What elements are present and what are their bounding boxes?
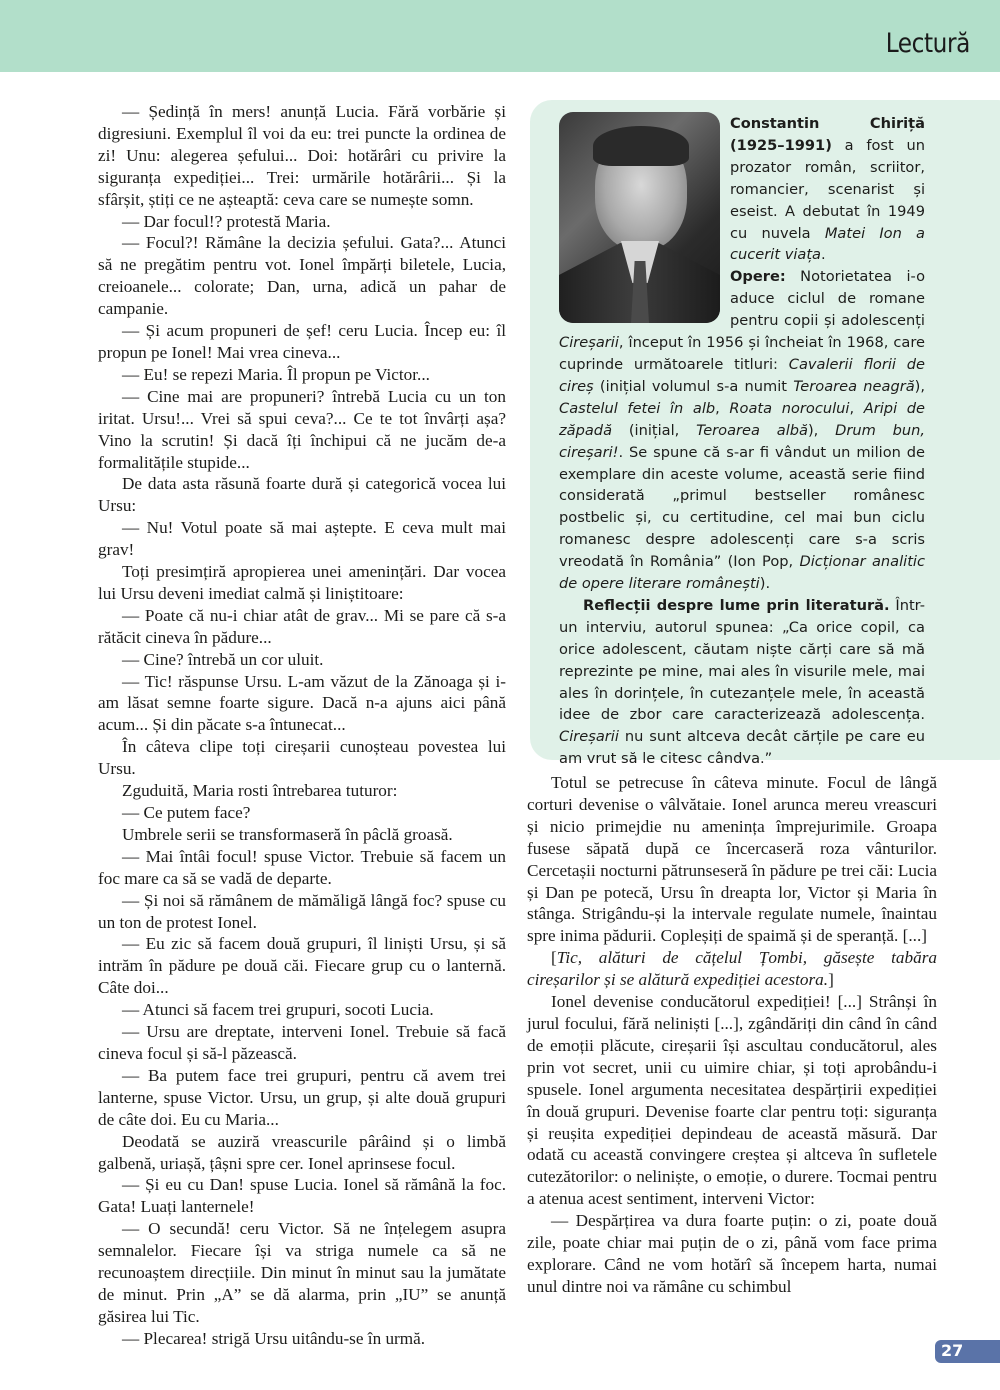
bio-text: ), <box>807 421 836 439</box>
reflection-text: Într-un interviu, autorul spunea: „Ca orice copil, ca orice adolescent, căutam niște cărți care să mă reprezinte pe mine, mai ales în visurile mele, mai ales în dorințele, în cutezanțele mele, în această idee de zbor care caracterizează adolescența. <box>559 596 925 724</box>
story-text-left-column <box>98 101 506 1350</box>
page-number-tab <box>935 1340 1000 1363</box>
paragraph: — Ursu are dreptate, interveni Ionel. Trebuie să facă cineva focul și să-l păzească. <box>98 1022 506 1063</box>
paragraph: — Eu zic să facem două grupuri, îl liniști Ursu, și să intrăm în pădure pe două căi. Fiecare grup cu o lanternă. Câte doi... <box>98 934 506 998</box>
paragraph: — Plecarea! strigă Ursu uitându-se în urmă. <box>122 1328 426 1348</box>
section-header <box>0 0 1000 72</box>
bio-text: ). <box>759 575 771 593</box>
paragraph: — Și noi să rămânem de mămăligă lângă foc? spuse cu un ton de protest Ionel. <box>98 890 506 932</box>
bio-text: (inițial volumul s-a numit <box>593 377 794 395</box>
reflection-paragraph <box>559 595 925 770</box>
paragraph: — Eu! se repezi Maria. Îl propun pe Victor... <box>122 364 430 384</box>
paragraph: Umbrele serii se transformaseră în pâclă groasă. <box>122 824 453 844</box>
bio-text: (inițial, <box>612 421 697 439</box>
paragraph: — Atunci să facem trei grupuri, socoti Lucia. <box>122 1000 434 1020</box>
page-number: 27 <box>941 1341 964 1360</box>
series-title: Cireșarii <box>559 334 619 352</box>
book-title: Drum bun, cireșari! <box>559 421 925 461</box>
bio-text: . <box>821 246 826 264</box>
series-title: Cireșarii <box>559 728 619 746</box>
paragraph: — Ce putem face? <box>122 803 251 822</box>
reflection-text: nu sunt altceva decât cărțile pe care eu am vrut să le citesc cândva.” <box>559 728 925 768</box>
paragraph: — Mai întâi focul! spuse Victor. Trebuie să facem un foc mare ca să se vadă de departe. <box>98 846 506 888</box>
book-title: Teroarea albă <box>696 421 808 439</box>
story-text-right-column <box>527 772 937 1298</box>
paragraph: — Cine mai are propuneri? întrebă Lucia cu un ton iritat. Ursu!... Vrei să spui ceva?... Ce te tot învârți așa? Vino la scrutin! Și dacă îți închipui că ne jucăm de-a formalitățile stupide... <box>98 386 506 472</box>
bio-text: . Se spune că s-ar fi vândut un milion de exemplare din aceste volume, această serie fiind considerată „primul bestseller românesc postbelic și, cu certitudine, cel mai bun ciclu romanesc despre adolescenți care s-a scris vreodată în România” (Ion Pop, <box>559 443 925 571</box>
paragraph: Zguduită, Maria rosti întrebarea tuturor: <box>122 781 398 801</box>
paragraph: — O secundă! ceru Victor. Să ne înțelegem asupra semnalelor. Fiecare își va striga numele ca să ne recunoaștem direcțiile. Din minut în minut sau la jumătate de minut. Prin „A” se dă alarma, prin „IU” se anunță găsirea lui Tic. <box>98 1219 506 1326</box>
paragraph: — Ba putem face trei grupuri, pentru că avem trei lanterne, spuse Victor. Ursu, un grup, și alte două grupuri de câte doi. Eu cu Maria... <box>98 1065 506 1129</box>
book-title: Aripi de zăpadă <box>559 399 925 439</box>
book-title: Castelul fetei în alb <box>559 399 716 417</box>
paragraph: — Dar focul!? protestă Maria. <box>122 211 331 231</box>
bracket: [ <box>551 948 557 968</box>
paragraph: — Și eu cu Dan! spuse Lucia. Ionel să rămână la foc. Gata! Luați lanternele! <box>98 1175 506 1217</box>
editorial-note <box>527 947 937 991</box>
paragraph: În câteva clipe toți cireșarii cunoșteau povestea lui Ursu. <box>98 737 506 779</box>
paragraph: Toți presimțiră apropierea unei amenințări. Dar vocea lui Ursu deveni imediat calmă și liniștitoare: <box>98 562 506 603</box>
section-title: Lectură <box>885 28 970 59</box>
paragraph: Deodată se auziră vreascurile pârâind și o limbă galbenă, uriașă, țâșni spre cer. Ionel aprinsese focul. <box>98 1131 506 1173</box>
paragraph: De data asta răsună foarte dură și categorică vocea lui Ursu: <box>98 474 506 516</box>
bio-text: , început în 1956 și încheiat în 1968, care cuprinde următoarele titluri: <box>559 334 925 373</box>
source-title: Dicționar analitic de opere literare românești <box>559 553 925 593</box>
paragraph: — Despărțirea va dura foarte puțin: o zi, poate două zile, poate chiar mai puțin de o zi, până vom face prima explorare. Când ne vom hotărî să începem harta, numai unul dintre noi va rămâne cu schimbul <box>527 1211 937 1296</box>
bio-text: Notorietatea i-o aduce ciclul de romane pentru copii și adolescenți <box>730 268 925 330</box>
author-bio-text <box>559 113 925 770</box>
paragraph: — Ședință în mers! anunță Lucia. Fără vorbărie și digresiuni. Exemplul îl voi da eu: trei puncte la ordinea de zi! Unu: alegerea șefului... Doi: hotărâri cu privire la siguranța expediției... Trei: urmările hotărârii... Și la sfârșit, știți ce ne așteaptă: ceva care se numește somn. <box>98 102 506 209</box>
paragraph: Ionel devenise conducătorul expediției! [...] Strânși în jurul focului, fără neliniști [...], zgândăriți din când în când de emoții plăcute, cireșarii își ascultau conducătorul, ales prin vot secret, unii cu uimire chiar, și toți aprobându-i spusele. Ionel argumenta necesitatea despărțirii expediției în două grupuri. Devenise foarte clar pentru toți: siguranța și reușita expediției depindeau de această măsură. Dar odată cu această convingere creștea și altceva în sufletele cutezătorilor: o neliniște, o emoție, o durere. Tocmai pentru a atenua acest sentiment, interveni Victor: <box>527 992 937 1209</box>
author-name: Constantin Chiriță (1925–1991) <box>730 115 925 154</box>
editorial-note-text: Tic, alături de cățelul Țombi, găsește tabăra cireșarilor și se alătură expediției acestora. <box>527 948 937 990</box>
paragraph: — Poate că nu-i chiar atât de grav... Mi se pare că s-a rătăcit cineva în pădure... <box>98 605 506 647</box>
bracket: ] <box>828 970 834 990</box>
paragraph: — Tic! răspunse Ursu. L-am văzut de la Zănoaga și i-am lăsat semne foarte sigure. Dacă n-a ajuns aici până acum... Și din păcate s-a întunecat... <box>98 671 506 735</box>
paragraph: — Focul?! Rămâne la decizia șefului. Gata?... Atunci să ne pregătim pentru vot. Ionel împărți biletele, Lucia, creioanele... colorate; Dan, urna, adică un pahar de campanie. <box>98 233 506 319</box>
photo-spacer <box>559 113 730 329</box>
paragraph: — Și acum propuneri de șef! ceru Lucia. Încep eu: îl propun pe Ionel! Mai vrea cineva... <box>98 321 506 362</box>
book-title: Roata norocului <box>729 399 850 417</box>
book-title: Teroarea neagră <box>793 377 915 395</box>
bio-text: , <box>849 399 864 417</box>
bio-text: , <box>715 399 730 417</box>
paragraph: — Cine? întrebă un cor uluit. <box>122 649 324 669</box>
paragraph: Totul se petrecuse în câteva minute. Focul de lângă corturi devenise o vâlvătaie. Ionel arunca mereu vreascuri și nicio primejdie nu amenința împrejurimile. Groapa fusese săpată după ce încercaseră roza vânturilor. Cercetașii nocturni pătrunseseră în pădure pe trei căi: Lucia și Dan pe potecă, Ursu în dreapta lor, Victor și Maria în stânga. Strigându-și la intervale regulate numele, înaintau spre inima pădurii. Copleșiți de spaimă și de speranță. [...] <box>527 773 937 946</box>
debut-title: Matei Ion a cucerit viața <box>730 224 925 264</box>
bio-text: a fost un prozator român, scriitor, romancier, scenarist și eseist. A debutat în 1949 cu nuvela <box>730 136 925 242</box>
paragraph: — Nu! Votul poate să mai aștepte. E ceva mult mai grav! <box>98 518 506 560</box>
reflection-label: Reflecții despre lume prin literatură. <box>583 596 890 614</box>
book-title: Cavalerii florii de cireș <box>559 355 925 395</box>
bio-text: ), <box>914 377 925 395</box>
works-label: Opere: <box>730 268 786 286</box>
